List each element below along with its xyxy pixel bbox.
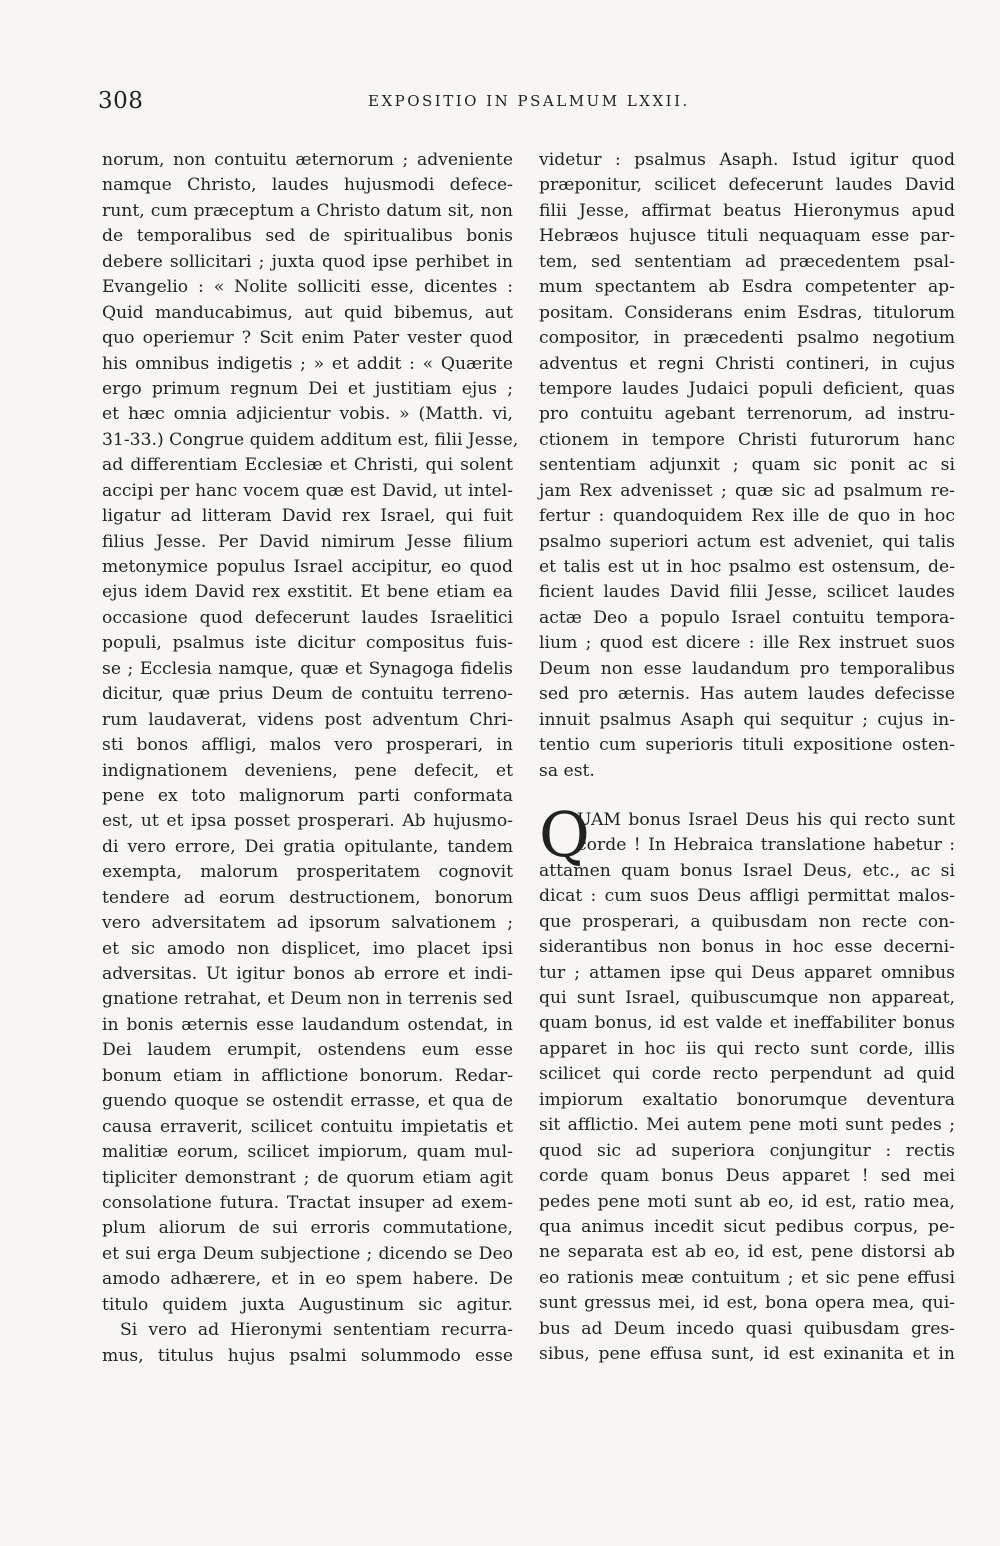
text-line: namque Christo, laudes hujusmodi defece- bbox=[102, 175, 513, 196]
text-line: qua animus incedit sicut pedibus corpus, pe- bbox=[539, 1216, 955, 1237]
psalm-verse-paragraph bbox=[539, 797, 955, 1368]
text-line: populi, psalmus iste dicitur compositus fuis- bbox=[102, 633, 513, 654]
text-line: corde ! In Hebraica translatione habetur : bbox=[577, 835, 955, 856]
text-line: innuit psalmus Asaph qui sequitur ; cujus in- bbox=[539, 709, 955, 730]
text-line: ad differentiam Ecclesiæ et Christi, qui solent bbox=[102, 455, 513, 476]
text-line: runt, cum præceptum a Christo datum sit, non bbox=[102, 200, 513, 221]
text-line: his omnibus indigetis ; » et addit : « Quærite bbox=[102, 353, 513, 374]
text-line: filii Jesse, affirmat beatus Hieronymus apud bbox=[539, 200, 955, 221]
text-line: debere sollicitari ; juxta quod ipse perhibet in bbox=[102, 251, 513, 272]
drop-cap-letter: Q bbox=[539, 797, 590, 871]
text-line: accipi per hanc vocem quæ est David, ut intel- bbox=[102, 480, 513, 501]
text-line: rum laudaverat, videns post adventum Chri- bbox=[102, 709, 513, 730]
text-line: tendere ad eorum destructionem, bonorum bbox=[102, 887, 513, 908]
text-line: causa erraverit, scilicet contuitu impietatis et bbox=[102, 1116, 513, 1137]
text-line: norum, non contuitu æternorum ; adveniente bbox=[102, 150, 513, 170]
text-line: corde quam bonus Deus apparet ! sed mei bbox=[539, 1166, 955, 1187]
text-line: et talis est ut in hoc psalmo est ostensum, de- bbox=[539, 557, 955, 577]
text-line: dicat : cum suos Deus affligi permittat malos- bbox=[539, 886, 955, 907]
text-line: ficient laudes David filii Jesse, scilicet laudes bbox=[539, 582, 955, 603]
text-line: eo rationis meæ contuitum ; et sic pene effusi bbox=[539, 1267, 955, 1288]
right-column-top-paragraph bbox=[539, 148, 955, 784]
text-line: siderantibus non bonus in hoc esse decerni- bbox=[539, 937, 955, 958]
text-line: pro contuitu agebant terrenorum, ad instru- bbox=[539, 404, 955, 425]
text-line: di vero errore, Dei gratia opitulante, tandem bbox=[102, 836, 513, 857]
text-line: gnatione retrahat, et Deum non in terrenis sed bbox=[102, 989, 513, 1010]
left-column bbox=[102, 148, 519, 1369]
text-line: qui sunt Israel, quibuscumque non appareat, bbox=[539, 988, 955, 1008]
text-line: titulo quidem juxta Augustinum sic agitur. bbox=[102, 1294, 513, 1315]
text-line: jam Rex advenisset ; quæ sic ad psalmum re- bbox=[539, 480, 955, 501]
text-line: tentio cum superioris tituli expositione osten- bbox=[539, 735, 955, 756]
text-line: pedes pene moti sunt ab eo, id est, ratio mea, bbox=[539, 1191, 955, 1212]
text-line: Hebræos hujusce tituli nequaquam esse par- bbox=[539, 226, 955, 247]
text-line: sunt gressus mei, id est, bona opera mea, qui- bbox=[539, 1293, 955, 1314]
text-line: ne separata est ab eo, id est, pene distorsi ab bbox=[539, 1242, 955, 1263]
text-line: et sui erga Deum subjectione ; dicendo se Deo bbox=[102, 1243, 513, 1264]
text-line: tur ; attamen ipse qui Deus apparet omnibus bbox=[539, 962, 955, 983]
text-line: Evangelio : « Nolite solliciti esse, dicentes : bbox=[102, 277, 513, 298]
text-line: que prosperari, a quibusdam non recte con- bbox=[539, 911, 955, 932]
text-line: positam. Considerans enim Esdras, titulorum bbox=[539, 302, 955, 323]
text-line: adversitas. Ut igitur bonos ab errore et indi- bbox=[102, 964, 513, 984]
text-line: exempta, malorum prosperitatem cognovit bbox=[102, 862, 513, 883]
text-line: vero adversitatem ad ipsorum salvationem ; bbox=[102, 913, 513, 934]
text-line: bus ad Deum incedo quasi quibusdam gres- bbox=[539, 1318, 955, 1339]
text-line: Deum non esse laudandum pro temporalibus bbox=[539, 658, 955, 679]
page-number: 308 bbox=[98, 88, 144, 114]
text-line: quam bonus, id est valde et ineffabiliter bonus bbox=[539, 1013, 955, 1034]
text-line: tempore laudes Judaici populi deficient, quas bbox=[539, 378, 955, 399]
right-column bbox=[539, 148, 955, 1368]
text-line: UAM bonus Israel Deus his qui recto sunt bbox=[577, 809, 955, 830]
text-line: se ; Ecclesia namque, quæ et Synagoga fidelis bbox=[102, 658, 513, 679]
text-line: sti bonos affligi, malos vero prosperari, in bbox=[102, 735, 513, 756]
text-line: plum aliorum de sui erroris commutatione, bbox=[102, 1218, 513, 1239]
text-line: Quid manducabimus, aut quid bibemus, aut bbox=[102, 302, 513, 323]
text-line: mum spectantem ab Esdra competenter ap- bbox=[539, 277, 955, 298]
text-line: consolatione futura. Tractat insuper ad exem- bbox=[102, 1192, 513, 1213]
text-line: indignationem deveniens, pene defecit, et bbox=[102, 760, 513, 781]
text-line: scilicet qui corde recto perpendunt ad quid bbox=[539, 1064, 955, 1085]
text-line: sed pro æternis. Has autem laudes defecisse bbox=[539, 684, 955, 705]
verse-commentary-lines bbox=[539, 797, 955, 1368]
text-line: videtur : psalmus Asaph. Istud igitur quod bbox=[539, 150, 955, 170]
text-line: in bonis æternis esse laudandum ostendat, in bbox=[102, 1014, 513, 1035]
text-line: amodo adhærere, et in eo spem habere. De bbox=[102, 1269, 513, 1290]
text-line: sa est. bbox=[539, 760, 595, 781]
text-line: 31-33.) Congrue quidem additum est, filii Jesse, bbox=[102, 429, 519, 450]
text-line: psalmo superiori actum est adveniet, qui talis bbox=[539, 531, 955, 552]
text-line: compositor, in præcedenti psalmo negotium bbox=[539, 328, 955, 349]
text-line: apparet in hoc iis qui recto sunt corde, illis bbox=[539, 1038, 955, 1059]
text-line: et sic amodo non displicet, imo placet ipsi bbox=[102, 938, 513, 959]
running-head: EXPOSITIO IN PSALMUM LXXII. bbox=[368, 92, 690, 110]
text-line: est, ut et ipsa posset prosperari. Ab hujusmo- bbox=[102, 811, 513, 832]
text-line: sibus, pene effusa sunt, id est exinanita et in bbox=[539, 1344, 955, 1365]
text-line: ergo primum regnum Dei et justitiam ejus ; bbox=[102, 378, 513, 399]
text-line: mus, titulus hujus psalmi solummodo esse bbox=[102, 1345, 513, 1366]
text-line: de temporalibus sed de spiritualibus bonis bbox=[102, 226, 513, 247]
text-line: metonymice populus Israel accipitur, eo quod bbox=[102, 557, 513, 577]
text-line: filius Jesse. Per David nimirum Jesse filium bbox=[102, 531, 513, 552]
text-line: Dei laudem erumpit, ostendens eum esse bbox=[102, 1040, 513, 1061]
text-line: ejus idem David rex exstitit. Et bene etiam ea bbox=[102, 582, 513, 603]
text-line: impiorum exaltatio bonorumque deventura bbox=[539, 1089, 955, 1110]
text-line: actæ Deo a populo Israel contuitu tempora- bbox=[539, 607, 955, 628]
text-line: tipliciter demonstrant ; de quorum etiam agit bbox=[102, 1167, 513, 1188]
text-line: bonum etiam in afflictione bonorum. Redar- bbox=[102, 1065, 513, 1086]
text-line: lium ; quod est dicere : ille Rex instruet suos bbox=[539, 633, 955, 654]
text-line: occasione quod defecerunt laudes Israelitici bbox=[102, 607, 513, 628]
text-line: sit afflictio. Mei autem pene moti sunt pedes ; bbox=[539, 1115, 955, 1136]
text-line: sententiam adjunxit ; quam sic ponit ac si bbox=[539, 455, 955, 476]
text-line: pene ex toto malignorum parti conformata bbox=[102, 785, 513, 806]
text-line: guendo quoque se ostendit errasse, et qua de bbox=[102, 1091, 513, 1112]
text-line: Si vero ad Hieronymi sententiam recurra- bbox=[120, 1320, 513, 1341]
text-line: ligatur ad litteram David rex Israel, qui fuit bbox=[102, 506, 513, 527]
text-line: dicitur, quæ prius Deum de contuitu terreno- bbox=[102, 684, 513, 705]
text-line: et hæc omnia adjicientur vobis. » (Matth. vi, bbox=[102, 404, 513, 425]
text-line: fertur : quandoquidem Rex ille de quo in hoc bbox=[539, 506, 955, 527]
text-line: ctionem in tempore Christi futurorum hanc bbox=[539, 429, 955, 450]
text-line: præponitur, scilicet defecerunt laudes David bbox=[539, 175, 955, 196]
text-line: attamen quam bonus Israel Deus, etc., ac si bbox=[539, 860, 955, 881]
text-line: tem, sed sententiam ad præcedentem psal- bbox=[539, 251, 955, 272]
text-line: malitiæ eorum, scilicet impiorum, quam mul- bbox=[102, 1142, 513, 1163]
text-line: adventus et regni Christi contineri, in cujus bbox=[539, 353, 955, 374]
text-line: quod sic ad superiora conjungitur : rectis bbox=[539, 1140, 955, 1161]
text-line: quo operiemur ? Scit enim Pater vester quod bbox=[102, 328, 513, 349]
